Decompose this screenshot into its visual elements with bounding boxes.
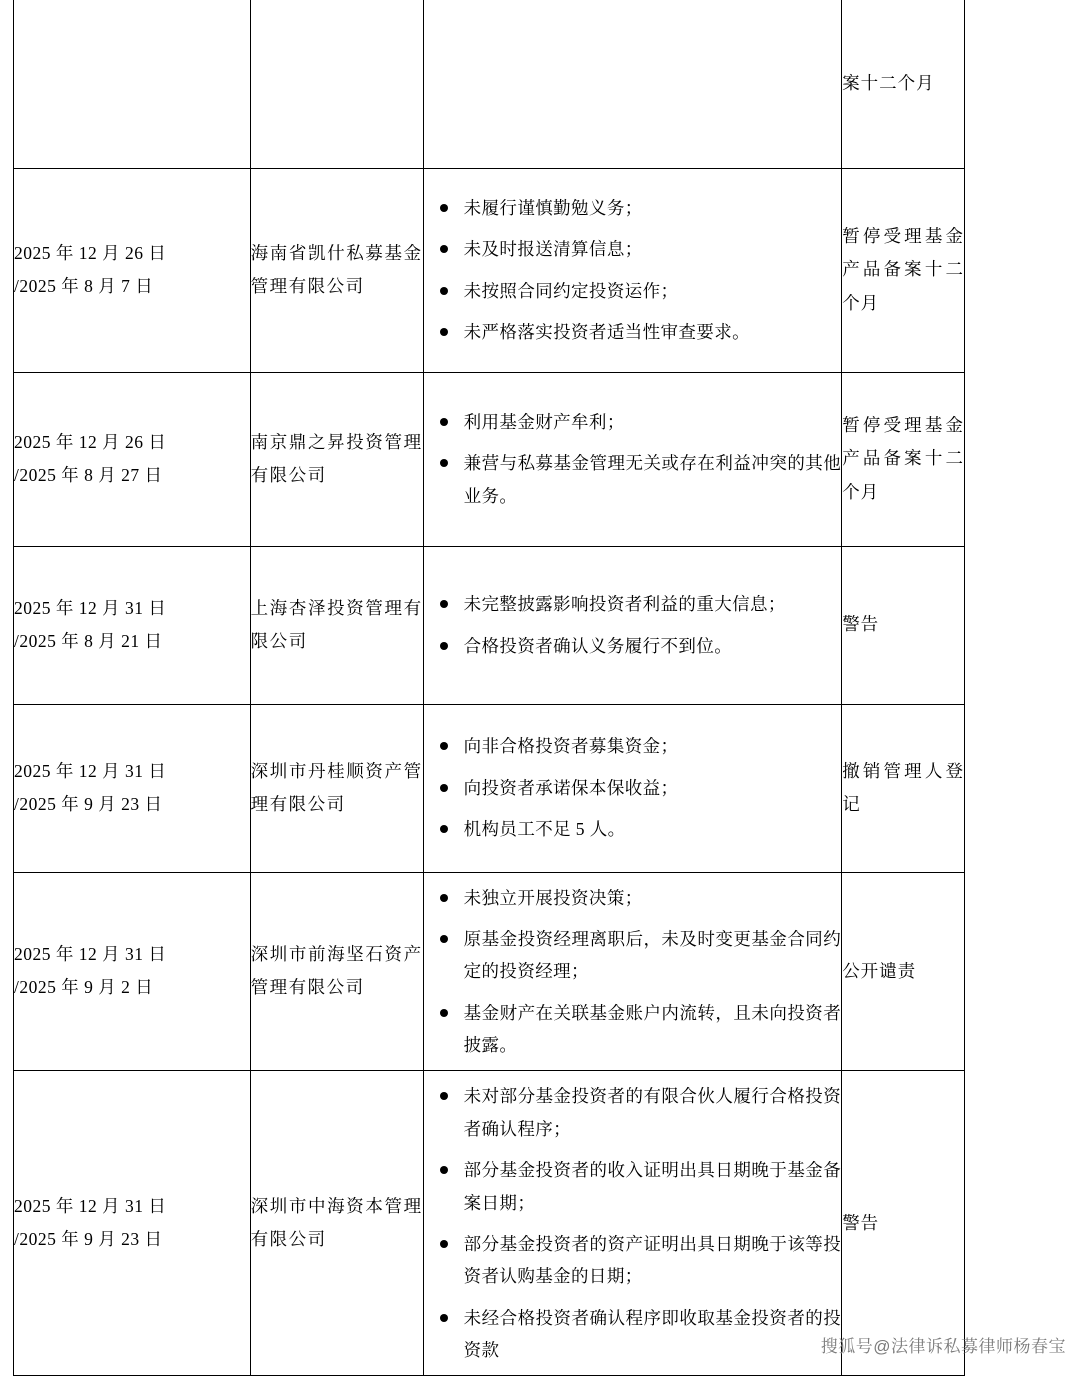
date-violation: /2025 年 9 月 23 日 <box>14 1229 163 1250</box>
cell-institution-name: 深圳市丹桂顺资产管理有限公司 <box>250 704 423 872</box>
cell-date <box>14 372 251 546</box>
cell-institution-name: 海南省凯什私募基金管理有限公司 <box>250 168 423 372</box>
violation-records-table <box>13 0 965 1376</box>
cell-issues <box>423 1071 842 1376</box>
list-item: 未履行谨慎勤勉义务； <box>424 192 842 224</box>
list-item: 原基金投资经理离职后，未及时变更基金合同约定的投资经理； <box>424 923 842 988</box>
list-item: 部分基金投资者的收入证明出具日期晚于基金备案日期； <box>424 1154 842 1219</box>
cell-measure: 公开谴责 <box>842 872 965 1071</box>
list-item: 合格投资者确认义务履行不到位。 <box>424 630 842 662</box>
issues-list <box>424 588 842 662</box>
cell-institution-name <box>250 0 423 168</box>
cell-issues <box>423 704 842 872</box>
issues-list <box>424 192 842 349</box>
date-decision: 2025 年 12 月 31 日 <box>14 597 167 618</box>
cell-measure: 案十二个月 <box>842 0 965 168</box>
table-row <box>14 372 965 546</box>
list-item: 未独立开展投资决策； <box>424 882 842 914</box>
list-item: 未经合格投资者确认程序即收取基金投资者的投资款 <box>424 1302 842 1367</box>
list-item: 未严格落实投资者适当性审查要求。 <box>424 316 842 348</box>
date-decision: 2025 年 12 月 26 日 <box>14 242 167 263</box>
table-body <box>14 0 965 1376</box>
list-item: 基金财产在关联基金账户内流转，且未向投资者披露。 <box>424 997 842 1062</box>
cell-date <box>14 1071 251 1376</box>
cell-measure: 暂停受理基金产品备案十二个月 <box>842 168 965 372</box>
date-decision: 2025 年 12 月 31 日 <box>14 760 167 781</box>
list-item: 兼营与私募基金管理无关或存在利益冲突的其他业务。 <box>424 447 842 512</box>
cell-institution-name: 深圳市中海资本管理有限公司 <box>250 1071 423 1376</box>
list-item: 未对部分基金投资者的有限合伙人履行合格投资者确认程序； <box>424 1080 842 1145</box>
table-row <box>14 704 965 872</box>
cell-date <box>14 546 251 704</box>
cell-issues <box>423 0 842 168</box>
cell-issues <box>423 872 842 1071</box>
list-item: 利用基金财产牟利； <box>424 406 842 438</box>
date-violation: /2025 年 8 月 27 日 <box>14 465 163 485</box>
date-decision: 2025 年 12 月 31 日 <box>14 1196 167 1217</box>
cell-institution-name: 南京鼎之昇投资管理有限公司 <box>250 372 423 546</box>
issues-list <box>424 882 842 1062</box>
cell-measure: 警告 <box>842 546 965 704</box>
issues-list <box>424 1080 842 1366</box>
cell-issues <box>423 546 842 704</box>
watermark: 搜狐号@法律诉私募律师杨春宝 <box>820 1337 1066 1356</box>
cell-date <box>14 0 251 168</box>
list-item: 向投资者承诺保本保收益； <box>424 772 842 804</box>
date-decision: 2025 年 12 月 26 日 <box>14 431 167 452</box>
table-row <box>14 546 965 704</box>
issues-list <box>424 406 842 512</box>
table-row <box>14 872 965 1071</box>
list-item: 未按照合同约定投资运作； <box>424 275 842 307</box>
date-violation: /2025 年 9 月 2 日 <box>14 977 154 998</box>
table-row <box>14 168 965 372</box>
cell-date <box>14 168 251 372</box>
cell-institution-name: 深圳市前海坚石资产管理有限公司 <box>250 872 423 1071</box>
list-item: 向非合格投资者募集资金； <box>424 730 842 762</box>
cell-measure: 暂停受理基金产品备案十二个月 <box>842 372 965 546</box>
cell-date <box>14 704 251 872</box>
cell-issues <box>423 372 842 546</box>
table-row <box>14 0 965 168</box>
date-violation: /2025 年 8 月 21 日 <box>14 631 163 651</box>
list-item: 未完整披露影响投资者利益的重大信息； <box>424 588 842 620</box>
cell-issues <box>423 168 842 372</box>
list-item: 部分基金投资者的资产证明出具日期晚于该等投资者认购基金的日期； <box>424 1228 842 1293</box>
cell-measure: 警告 <box>842 1071 965 1376</box>
date-violation: /2025 年 8 月 7 日 <box>14 276 154 296</box>
cell-measure: 撤销管理人登记 <box>842 704 965 872</box>
list-item: 机构员工不足 5 人。 <box>424 813 842 845</box>
table-row <box>14 1071 965 1376</box>
cell-institution-name: 上海杏泽投资管理有限公司 <box>250 546 423 704</box>
list-item: 未及时报送清算信息； <box>424 233 842 265</box>
cell-date <box>14 872 251 1071</box>
date-decision: 2025 年 12 月 31 日 <box>14 944 167 965</box>
date-violation: /2025 年 9 月 23 日 <box>14 794 163 814</box>
issues-list <box>424 730 842 845</box>
